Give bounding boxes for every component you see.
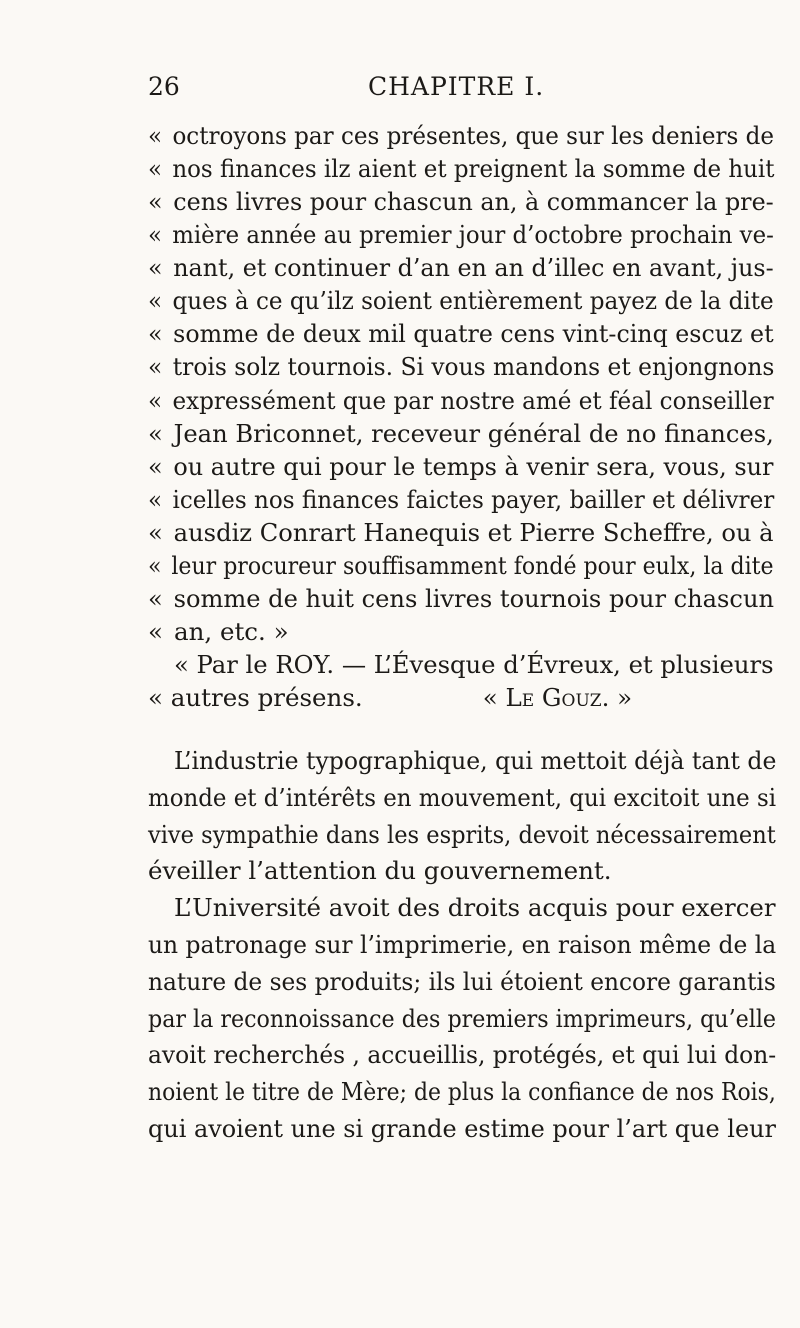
body-line (174, 745, 776, 777)
body-line-text: qui avoient une si grande estime pour l’art que leur (148, 1114, 776, 1143)
quote-mark: « (148, 451, 163, 481)
quote-line-text: ou autre qui pour le temps à venir sera, vous, sur (173, 451, 774, 481)
quote-mark: « (148, 484, 163, 514)
signature-author: « Le Gouz. » (482, 683, 633, 713)
quote-line-text: octroyons par ces présentes, que sur les deniers de (172, 121, 774, 150)
body-line-text: noient le titre de Mère; de plus la confiance de nos Rois, (148, 1077, 776, 1107)
quote-line-text: somme de huit cens livres tournois pour chascun (173, 583, 774, 613)
quote-line-text: mière année au premier jour d’octobre prochain ve- (172, 220, 774, 250)
body-line (148, 782, 776, 814)
running-header (148, 72, 668, 112)
quote-line-text: ausdiz Conrart Hanequis et Pierre Scheffre, ou à (173, 517, 774, 547)
quote-mark: « (148, 286, 163, 316)
body-line (148, 966, 776, 998)
body-line (148, 1039, 776, 1071)
quote-line-text: expressément que par nostre amé et féal conseiller (172, 385, 774, 415)
quote-line (148, 385, 774, 417)
quote-line-text: an, etc. » (174, 617, 289, 647)
page-number: 26 (148, 72, 180, 101)
body-line (174, 892, 776, 924)
quote-line-text: Jean Briconnet, receveur général de no finances, (173, 418, 774, 448)
body-line-text: L’Université avoit des droits acquis pour exercer (174, 893, 776, 923)
quote-line-text: trois solz tournois. Si vous mandons et enjongnons (172, 352, 775, 382)
body-line (148, 1113, 776, 1145)
quote-mark: « (148, 154, 163, 184)
body-line-text: éveiller l’attention du gouvernement. (148, 856, 612, 886)
body-line (148, 1076, 776, 1108)
quote-line-text: cens livres pour chascun an, à commancer la pre- (173, 187, 774, 217)
signature-line (148, 682, 632, 714)
quote-mark: « (148, 121, 163, 150)
quote-line (148, 484, 774, 516)
quote-line (148, 351, 774, 383)
quote-line-text: somme de deux mil quatre cens vint-cinq escuz et (173, 319, 774, 349)
quote-line (148, 186, 774, 218)
quote-line (148, 252, 774, 284)
quote-mark: « (148, 617, 163, 647)
quote-line (148, 550, 774, 582)
quote-mark: « (148, 319, 163, 349)
body-line-text: avoit recherchés , accueillis, protégés, et qui lui don- (148, 1040, 777, 1070)
body-line (148, 1003, 776, 1035)
chapter-title: CHAPITRE I. (368, 72, 545, 101)
quote-line-text: nant, et continuer d’an en an d’illec en avant, jus- (173, 253, 774, 283)
quote-mark: « (148, 550, 162, 580)
body-line-text: un patronage sur l’imprimerie, en raison même de la (148, 930, 777, 959)
quote-line (148, 583, 774, 615)
quote-mark: « (148, 418, 163, 448)
quote-line (148, 285, 774, 317)
quote-line (148, 120, 774, 152)
body-line-text: vive sympathie dans les esprits, devoit nécessairement (148, 819, 776, 849)
quote-line-text: nos finances ilz aient et preignent la somme de huit (172, 154, 775, 184)
body-line-text: monde et d’intérêts en mouvement, qui excitoit une si (148, 782, 777, 812)
quote-mark: « (148, 352, 163, 382)
body-line (148, 929, 776, 961)
quote-line (148, 451, 774, 483)
quote-mark: « (148, 187, 163, 217)
body-line (148, 855, 611, 887)
quote-line (148, 517, 774, 549)
quote-line (148, 616, 289, 648)
quote-mark: « (148, 220, 162, 250)
quote-mark: « (148, 253, 163, 283)
quote-line (148, 219, 774, 251)
signature-text: « autres présens. (148, 683, 363, 713)
quote-line-text: icelles nos finances faictes payer, bailler et délivrer (172, 484, 775, 514)
quote-line-text: leur procureur souffisamment fondé pour eulx, la dite (171, 550, 774, 580)
quote-mark: « (148, 517, 163, 547)
quote-mark: « (148, 385, 163, 415)
quote-line (148, 153, 774, 185)
signature-text: « Par le ROY. — L’Évesque d’Évreux, et plusieurs (174, 650, 774, 680)
quote-mark: « (148, 583, 163, 613)
quote-line (148, 318, 774, 350)
body-line-text: L’industrie typographique, qui mettoit déjà tant de (174, 746, 777, 775)
body-line-text: nature de ses produits; ils lui étoient encore garantis (148, 966, 776, 996)
body-line-text: par la reconnoissance des premiers imprimeurs, qu’elle (148, 1003, 777, 1033)
body-line (148, 819, 776, 851)
quote-line-text: ques à ce qu’ilz soient entièrement payez de la dite (172, 286, 774, 316)
quote-line (148, 418, 774, 450)
signature-line (174, 649, 774, 681)
